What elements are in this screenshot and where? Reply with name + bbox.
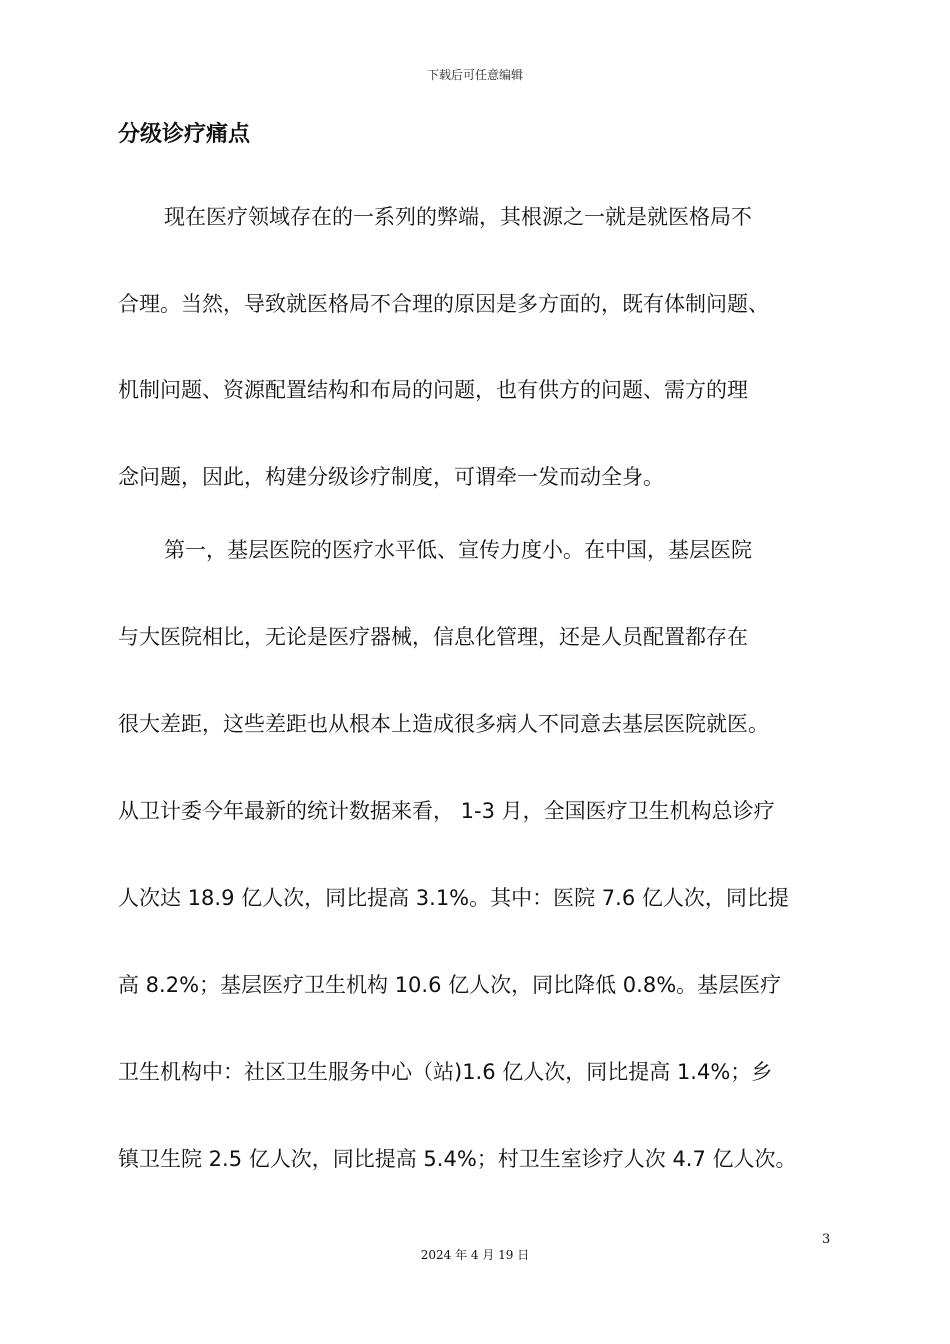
paragraph-line: 第一，基层医院的医疗水平低、宣传力度小。在中国，基层医院 bbox=[164, 538, 752, 562]
paragraph-line: 人次达 18.9 亿人次，同比提高 3.1%。其中：医院 7.6 亿人次，同比提 bbox=[118, 886, 789, 910]
paragraph-line: 机制问题、资源配置结构和布局的问题，也有供方的问题、需方的理 bbox=[118, 378, 748, 402]
header-note: 下载后可任意编辑 bbox=[426, 68, 523, 82]
paragraph-line: 现在医疗领域存在的一系列的弊端，其根源之一就是就医格局不 bbox=[164, 205, 752, 229]
footer-date: 2024 年 4 月 19 日 bbox=[420, 1248, 530, 1262]
paragraph-line: 卫生机构中：社区卫生服务中心（站)1.6 亿人次，同比提高 1.4%；乡 bbox=[118, 1060, 773, 1084]
paragraph-line: 高 8.2%；基层医疗卫生机构 10.6 亿人次，同比降低 0.8%。基层医疗 bbox=[118, 973, 782, 997]
paragraph-line: 镇卫生院 2.5 亿人次，同比提高 5.4%；村卫生室诊疗人次 4.7 亿人次。 bbox=[118, 1147, 797, 1171]
page-number: 3 bbox=[822, 1232, 831, 1247]
paragraph-line: 很大差距，这些差距也从根本上造成很多病人不同意去基层医院就医。 bbox=[118, 712, 769, 736]
paragraph-line: 合理。当然，导致就医格局不合理的原因是多方面的，既有体制问题、 bbox=[118, 292, 769, 316]
paragraph-line: 与大医院相比，无论是医疗器械，信息化管理，还是人员配置都存在 bbox=[118, 625, 748, 649]
paragraph-line: 念问题，因此，构建分级诊疗制度，可谓牵一发而动全身。 bbox=[118, 465, 664, 489]
section-title: 分级诊疗痛点 bbox=[118, 122, 251, 147]
paragraph-line: 从卫计委今年最新的统计数据来看， 1-3 月，全国医疗卫生机构总诊疗 bbox=[118, 799, 775, 823]
